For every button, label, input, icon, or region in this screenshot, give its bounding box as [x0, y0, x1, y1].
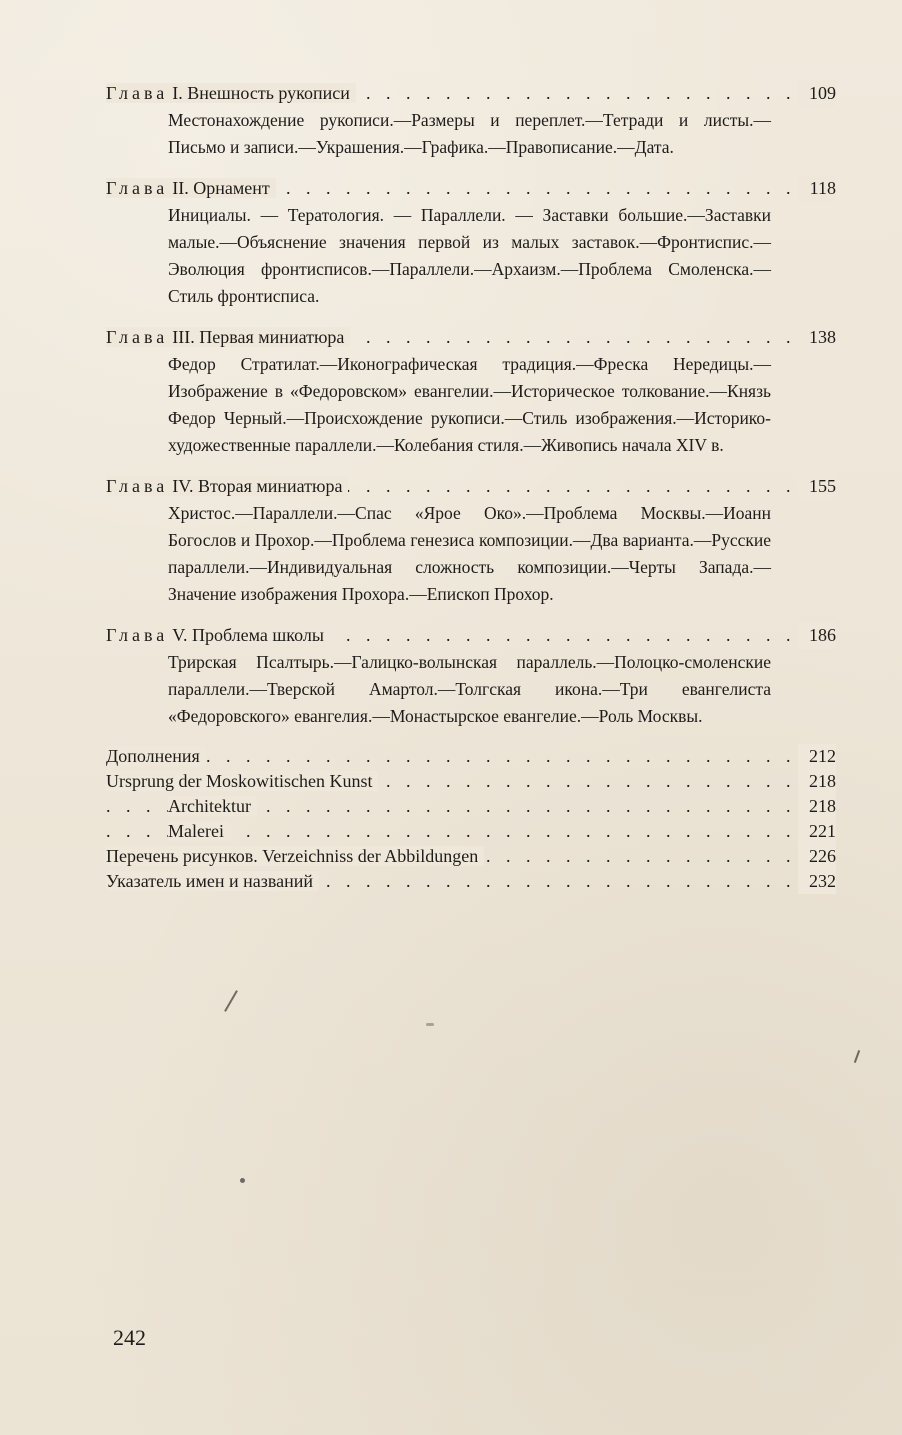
- appendix-entry: [106, 769, 836, 794]
- appendix-entry: [106, 744, 836, 769]
- page-number: 212: [798, 744, 836, 769]
- page-number: 221: [798, 819, 836, 844]
- chapter-title: [106, 178, 276, 198]
- chapter-description: Инициалы. — Тератология. — Параллели. — Заставки большие.—Заставки малые.—Объяснение значения первой из малых заставок.—Фронтиспис.—Эволюция фронтисписов.—Параллели.—Архаизм.—Проблема Смоленска.—Стиль фронтисписа.: [168, 205, 771, 306]
- chapter-description: Местонахождение рукописи.—Размеры и переплет.—Тетради и листы.—Письмо и записи.—Украшения.—Графика.—Правописание.—Дата.: [168, 110, 771, 157]
- entry-label: Malerei: [168, 821, 230, 841]
- chapter-heading: [106, 175, 836, 202]
- chapter-word: Глава: [106, 178, 169, 198]
- chapter-name: IV. Вторая миниатюра: [172, 476, 343, 496]
- chapter-1: [106, 80, 836, 161]
- appendix-list: [106, 744, 836, 894]
- speck-mark: [426, 1023, 434, 1026]
- chapter-description: Христос.—Параллели.—Спас «Ярое Око».—Проблема Москвы.—Иоанн Богослов и Прохор.—Проблема генезиса композиции.—Два варианта.—Русские параллели.—Индивидуальная сложность композиции.—Черты Запада.—Значение изображения Прохора.—Епископ Прохор.: [168, 503, 771, 604]
- chapter-2: [106, 175, 836, 310]
- entry-label: Ursprung der Moskowitischen Kunst: [106, 771, 378, 791]
- chapter-heading: [106, 473, 836, 500]
- chapter-heading: [106, 622, 836, 649]
- chapter-title: [106, 476, 348, 496]
- appendix-subentry: [106, 794, 836, 819]
- chapter-name: II. Орнамент: [172, 178, 270, 198]
- appendix-entry: [106, 869, 836, 894]
- chapter-word: Глава: [106, 327, 169, 347]
- entry-label: Указатель имен и названий: [106, 871, 319, 891]
- chapter-4: [106, 473, 836, 608]
- entry-label: Architektur: [168, 796, 257, 816]
- chapter-name: V. Проблема школы: [172, 625, 324, 645]
- chapter-word: Глава: [106, 625, 169, 645]
- chapter-name: III. Первая миниатюра: [172, 327, 345, 347]
- page-number: 218: [798, 794, 836, 819]
- page-number: 226: [798, 844, 836, 869]
- page-number: 138: [798, 324, 836, 351]
- entry-label: Дополнения: [106, 746, 206, 766]
- page-number: 186: [798, 622, 836, 649]
- page-number: 232: [798, 869, 836, 894]
- entry-label: Перечень рисунков. Verzeichniss der Abbildungen: [106, 846, 484, 866]
- speck-mark: [240, 1178, 245, 1183]
- chapter-name: I. Внешность рукописи: [172, 83, 350, 103]
- chapter-5: [106, 622, 836, 730]
- chapter-description: Федор Стратилат.—Иконографическая традиция.—Фреска Нередицы.—Изображение в «Федоровском» евангелии.—Историческое толкование.—Князь Федор Черный.—Происхождение рукописи.—Стиль изображения.—Историко-художественные параллели.—Колебания стиля.—Живопись начала XIV в.: [168, 354, 771, 455]
- table-of-contents: [106, 80, 836, 894]
- dot-leader: [106, 744, 794, 769]
- chapter-heading: [106, 80, 836, 107]
- page-number: 118: [798, 175, 836, 202]
- chapter-description: Трирская Псалтырь.—Галицко-волынская параллель.—Полоцко-смоленские параллели.—Тверской Амартол.—Толгская икона.—Три евангелиста «Федоровского» евангелия.—Монастырское евангелие.—Роль Москвы.: [168, 652, 771, 726]
- chapter-title: [106, 625, 330, 645]
- page-number: 155: [798, 473, 836, 500]
- page-folio: 242: [113, 1325, 146, 1350]
- chapter-heading: [106, 324, 836, 351]
- pen-mark: [854, 1050, 860, 1063]
- pen-mark: [224, 990, 238, 1012]
- chapter-3: [106, 324, 836, 459]
- chapter-title: [106, 327, 350, 347]
- chapter-word: Глава: [106, 83, 169, 103]
- appendix-entry: [106, 844, 836, 869]
- chapter-title: [106, 83, 356, 103]
- appendix-subentry: [106, 819, 836, 844]
- page-number: 218: [798, 769, 836, 794]
- chapter-word: Глава: [106, 476, 169, 496]
- page-number: 109: [798, 80, 836, 107]
